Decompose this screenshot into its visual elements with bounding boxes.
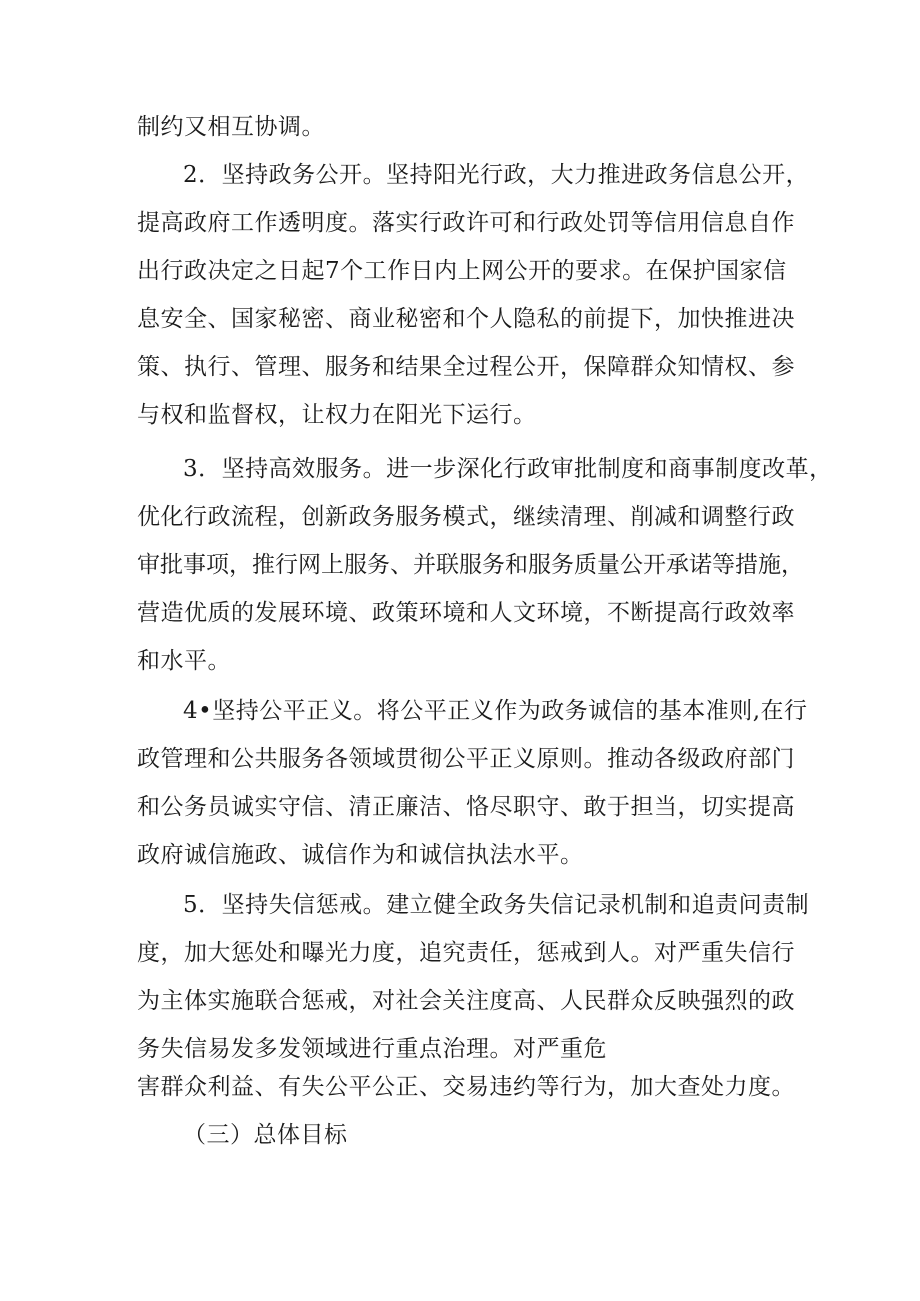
text-line: 政管理和公共服务各领域贯彻公平正义原则。推动各级政府部门 [137, 746, 795, 772]
text-line: 度，加大惩处和曝光力度，追究责任，惩戒到人。对严重失信行 [137, 940, 795, 966]
text-line: 害群众利益、有失公平公正、交易违约等行为，加大查处力度。 [137, 1074, 795, 1100]
text-line: 和水平。 [137, 648, 231, 674]
section-heading-line: 3．坚持高效服务。进一步深化行政审批制度和商事制度改革， [183, 456, 833, 482]
text-line: 与权和监督权，让权力在阳光下运行。 [137, 402, 537, 428]
text-line: 优化行政流程，创新政务服务模式，继续清理、削减和调整行政 [137, 504, 795, 530]
section-heading-line: 5．坚持失信惩戒。建立健全政务失信记录机制和追责问责制 [183, 892, 810, 918]
text-line: 息安全、国家秘密、商业秘密和个人隐私的前提下，加快推进决 [137, 306, 795, 332]
text-line: 出行政决定之日起7个工作日内上网公开的要求。在保护国家信 [137, 258, 787, 284]
section-heading-line: 4•坚持公平正义。将公平正义作为政务诚信的基本准则,在行 [183, 698, 808, 724]
text-line: 提高政府工作透明度。落实行政许可和行政处罚等信用信息自作 [137, 210, 795, 236]
section-heading-line: 2．坚持政务公开。坚持阳光行政，大力推进政务信息公开， [183, 162, 810, 188]
text-line: 审批事项，推行网上服务、并联服务和服务质量公开承诺等措施， [137, 552, 804, 578]
text-line: 制约又相互协调。 [137, 114, 325, 140]
text-line: 政府诚信施政、诚信作为和诚信执法水平。 [137, 842, 584, 868]
text-line: 务失信易发多发领域进行重点治理。对严重危 [137, 1036, 607, 1062]
text-line: 营造优质的发展环境、政策环境和人文环境，不断提高行政效率 [137, 600, 795, 626]
text-line: 为主体实施联合惩戒，对社会关注度高、人民群众反映强烈的政 [137, 988, 795, 1014]
text-line: 和公务员诚实守信、清正廉洁、恪尽职守、敢于担当，切实提高 [137, 794, 795, 820]
text-line: 策、执行、管理、服务和结果全过程公开，保障群众知情权、参 [137, 354, 795, 380]
subsection-title: （三）总体目标 [183, 1122, 348, 1148]
